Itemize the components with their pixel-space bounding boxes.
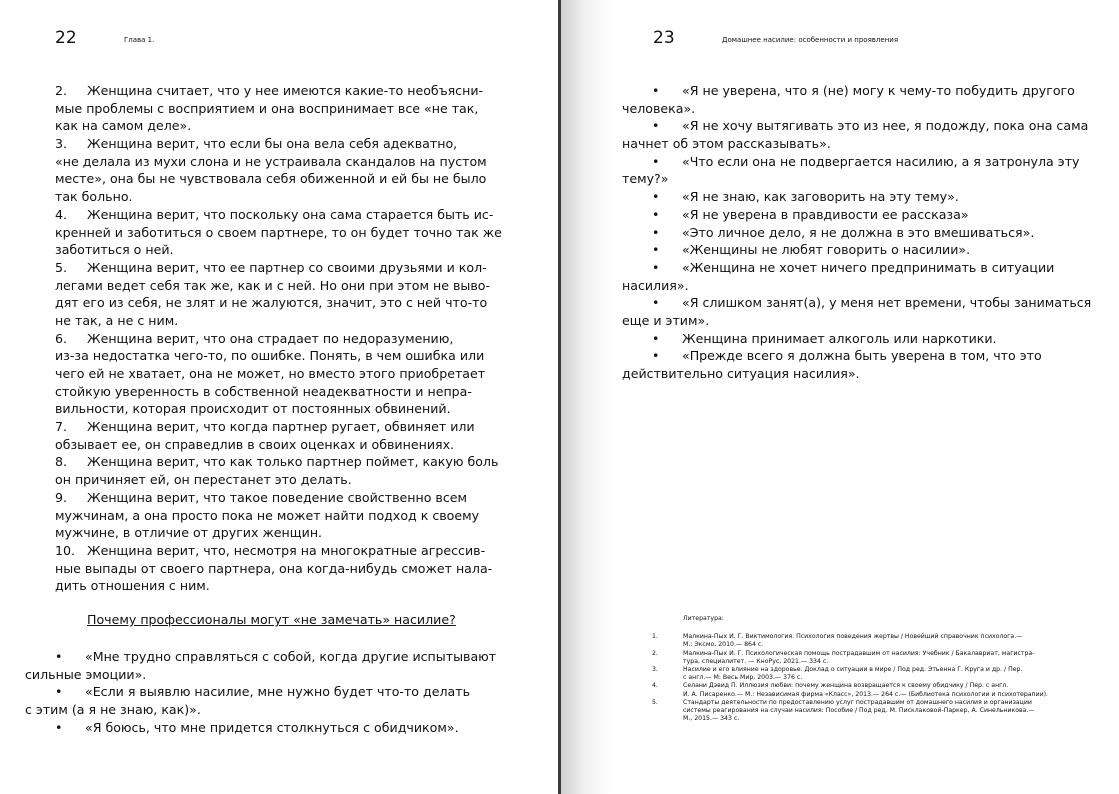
running-head: Глава 1. [124,36,155,44]
line-text: Женщина считает, что у нее имеются какие-то необъясни- [87,83,484,98]
text-line [55,117,502,135]
text-line [622,312,1091,330]
text-line [55,577,502,595]
text-line [55,277,502,295]
reference-text [683,666,1022,682]
bullet-marker: • [55,719,63,735]
bullet-marker: • [55,649,63,664]
reference-text [683,682,1048,698]
bullet-item [622,259,1091,294]
text-line [55,153,502,171]
line-text: из-за недостатка чего-то, по ошибке. Понять, в чем ошибка или [55,348,485,364]
reference-number: 2. [652,649,658,657]
bullet-marker: • [652,189,660,205]
text-line [55,170,502,188]
line-text: начнет об этом рассказывать». [622,136,831,152]
text-line [622,365,1091,383]
reference-line: М.: Эксмо, 2010.— 864 с. [683,641,764,649]
item-number: 2. [55,83,68,98]
line-text: «Я слишком занят(а), у меня нет времени, чтобы заниматься [682,295,1092,311]
text-line [55,135,502,153]
item-number: 10. [55,542,76,558]
text-line [55,294,502,312]
numbered-item [55,82,502,135]
text-line [55,507,502,525]
line-text: кренней и заботиться о своем партнере, то он будет точно так же [55,224,502,240]
reference-line: М., 2015.— 343 с. [683,715,740,723]
line-text: вильности, которая происходит от постоянных обвинений. [55,401,451,417]
reference-number: 1. [652,633,658,641]
text-line [55,542,502,560]
numbered-item [55,542,502,595]
reference-line: системы реагирования на случаи насилия: Пособие / Под ред. М. Писклаковой-Паркер, А. Синельникова.— [683,707,1035,715]
section-subheading: Почему профессионалы могут «не замечать» насилие? [87,612,456,627]
bullet-item [652,188,1091,206]
bullet-marker: • [652,242,660,258]
line-text: мужчине, в отличие от других женщин. [55,525,323,541]
text-line [652,294,1091,312]
text-line [652,330,1091,348]
line-text: тему?» [622,171,669,187]
text-line [652,224,1091,242]
text-line [55,436,502,454]
bullet-list [25,648,497,736]
line-text: Женщина верит, что такое поведение свойственно всем [87,489,468,505]
reference-line: с англ.— М: Весь Мир, 2003.— 376 с. [683,674,803,682]
bullet-marker: • [652,295,660,311]
text-line [55,453,502,471]
text-line [55,383,502,401]
line-text: Женщина верит, что поскольку она сама старается быть ис- [87,206,494,222]
numbered-item [55,489,502,542]
bullet-item [652,206,1091,224]
line-text: месте», она бы не чувствовала себя обиженной и ей бы не было [55,171,487,187]
text-line [622,277,1091,295]
references-title: Литература: [683,615,724,622]
bullet-item [25,648,497,683]
text-line [622,100,1091,118]
line-text: Женщина принимает алкоголь или наркотики. [682,330,997,346]
reference-line: Селани Дэвид П. Иллюзия любви: почему женщина возвращается к своему обидчику / Пер. с англ. [683,682,1009,690]
text-line [652,82,1091,100]
line-text: с этим (а я не знаю, как)». [25,702,201,718]
line-text: «Я не знаю, как заговорить на эту тему». [682,189,959,205]
line-text: Женщина верит, что если бы она вела себя адекватно, [87,136,458,152]
text-line [652,153,1091,171]
line-text: ные выпады от своего партнера, она когда-нибудь сможет нала- [55,560,493,576]
text-line [55,347,502,365]
text-line [55,259,502,277]
text-line [55,224,502,242]
reference-text [683,633,1022,649]
bullet-marker: • [652,348,660,364]
text-line [652,206,1091,224]
line-text: «Если я выявлю насилие, мне нужно будет что-то делать [85,684,470,700]
reference-text [683,699,1035,724]
reference-line: Насилие и его влияние на здоровье. Доклад о ситуации в мире / Под ред. Этьенна Г. Круга и др. / Пер. [683,666,1023,674]
text-line [25,666,496,684]
line-text: дить отношения с ним. [55,578,210,594]
line-text: как на самом деле». [55,118,192,134]
text-line [652,117,1091,135]
text-line [55,400,502,418]
reference-line: Малкина-Пых И. Г. Виктимология. Психология поведения жертвы / Новейший справочник психолога.— [683,633,1023,641]
reference-item [652,650,1048,666]
references-list [652,633,1048,723]
line-text: чего ей не хватает, она не может, но вместо этого приобретает [55,366,486,381]
text-line [55,524,502,542]
line-text: не так, а не с ним. [55,312,179,328]
line-text: стойкую уверенность в собственной неадекватности и непра- [55,383,472,399]
numbered-item [55,453,502,488]
text-line [652,241,1091,259]
item-number: 8. [55,454,68,470]
item-number: 4. [55,206,68,222]
line-text: Женщина верит, что когда партнер ругает, обвиняет или [87,419,475,435]
numbered-item [55,330,502,418]
bullet-item [652,224,1091,242]
line-text: мужчинам, а она просто пока не может найти подход к своему [55,507,480,523]
bullet-marker: • [652,153,660,169]
running-head: Домашнее насилие: особенности и проявления [722,36,899,44]
reference-number: 5. [652,698,658,706]
text-line [55,719,496,737]
line-text: обзывает ее, он справедлив в своих оценках и обвинениях. [55,436,455,452]
page-number: 23 [653,28,675,48]
line-text: заботиться о ней. [55,242,174,258]
line-text: «Я боюсь, что мне придется столкнуться с обидчиком». [85,719,459,735]
reference-item [652,682,1048,698]
line-text: действительно ситуация насилия». [622,366,860,381]
line-text: Женщина верит, что, несмотря на многократные агрессив- [87,542,486,558]
numbered-item [55,418,502,453]
text-line [55,365,502,383]
text-line [652,347,1091,365]
bullet-marker: • [55,684,63,700]
bullet-item [622,117,1091,152]
bullet-item [25,683,496,718]
item-number: 5. [55,259,68,275]
bullet-item [55,719,496,737]
reference-line: Малкина-Пых И. Г. Психологическая помощь пострадавшим от насилия: Учебник / Бакалавриат, магистра- [683,649,1035,657]
line-text: насилия». [622,277,689,293]
text-line [55,648,496,666]
item-number: 9. [55,489,68,505]
bullet-item [622,347,1091,382]
item-number: 7. [55,419,68,435]
bullet-item [652,241,1091,259]
bullet-marker: • [652,330,660,346]
line-text: он причиняет ей, он перестанет это делать. [55,472,352,488]
text-line [55,82,502,100]
bullet-marker: • [652,224,660,240]
line-text: «Что если она не подвергается насилию, а я затронула эту [682,153,1080,169]
bullet-item [652,330,1091,348]
numbered-item [55,259,502,330]
reference-item [652,666,1048,682]
bullet-item [622,294,1092,329]
line-text: так больно. [55,189,133,205]
numbered-item [55,206,502,259]
text-line [652,259,1091,277]
text-line [55,100,502,118]
text-line [55,312,502,330]
line-text: мые проблемы с восприятием и она воспринимает все «не так, [55,100,479,116]
line-text: «Прежде всего я должна быть уверена в том, что это [682,348,1042,364]
bullet-item [622,82,1091,117]
reference-item [652,699,1048,724]
text-line [652,188,1091,206]
reference-line: Стандарты деятельности по предоставлению услуг пострадавшим от домашнего насилия и организации [683,698,1032,706]
text-line [55,560,502,578]
text-line [55,683,496,701]
line-text: «Женщины не любят говорить о насилии». [682,242,971,258]
numbered-list [55,82,502,595]
bullet-marker: • [652,206,660,222]
reference-line: тура, специалитет. — КноРус, 2021.— 334 с. [683,657,829,665]
line-text: «Мне трудно справляться с собой, когда другие испытывают [85,649,497,664]
line-text: «Женщина не хочет ничего предпринимать в ситуации [682,259,1055,275]
text-line [55,206,502,224]
line-text: дят его из себя, не злят и не жалуются, значит, это с ней что-то [55,295,488,311]
line-text: человека». [622,100,696,116]
line-text: Женщина верит, что ее партнер со своими друзьями и кол- [87,259,487,275]
text-line [55,188,502,206]
references-section [652,615,1048,723]
item-number: 3. [55,136,68,152]
text-line [622,135,1091,153]
reference-number: 4. [652,682,658,690]
reference-number: 3. [652,666,658,674]
numbered-item [55,135,502,206]
reference-item [652,633,1048,649]
bullet-marker: • [652,83,660,98]
spine-shadow [561,0,611,794]
line-text: сильные эмоции». [25,666,147,682]
line-text: Женщина верит, что она страдает по недоразумению, [87,330,454,346]
text-line [55,241,502,259]
line-text: «Я не хочу вытягивать это из нее, я подожду, пока она сама [682,118,1089,134]
bullet-marker: • [652,118,660,134]
line-text: «Это личное дело, я не должна в это вмешиваться». [682,224,1035,240]
text-line [55,330,502,348]
line-text: «не делала из мухи слона и не устраивала скандалов на пустом [55,153,487,169]
line-text: Женщина верит, что как только партнер поймет, какую боль [87,454,499,470]
bullet-list [622,82,1092,383]
bullet-marker: • [652,259,660,275]
text-line [55,418,502,436]
bullet-item [622,153,1091,188]
line-text: еще и этим». [622,312,710,328]
reference-text [683,650,1034,666]
text-line [55,471,502,489]
line-text: легами ведет себя так же, как и с ней. Но они при этом не выво- [55,277,490,293]
page-number: 22 [55,28,77,48]
text-line [55,489,502,507]
reference-line: И. А. Писаренко.— М.: Независимая фирма «Класс», 2013.— 264 с.— (Библиотека психологии и психотерапии). [683,690,1049,698]
text-line [622,170,1091,188]
line-text: «Я не уверена в правдивости ее рассказа» [682,206,969,222]
item-number: 6. [55,330,68,346]
line-text: «Я не уверена, что я (не) могу к чему-то побудить другого [682,83,1075,98]
text-line [25,701,496,719]
